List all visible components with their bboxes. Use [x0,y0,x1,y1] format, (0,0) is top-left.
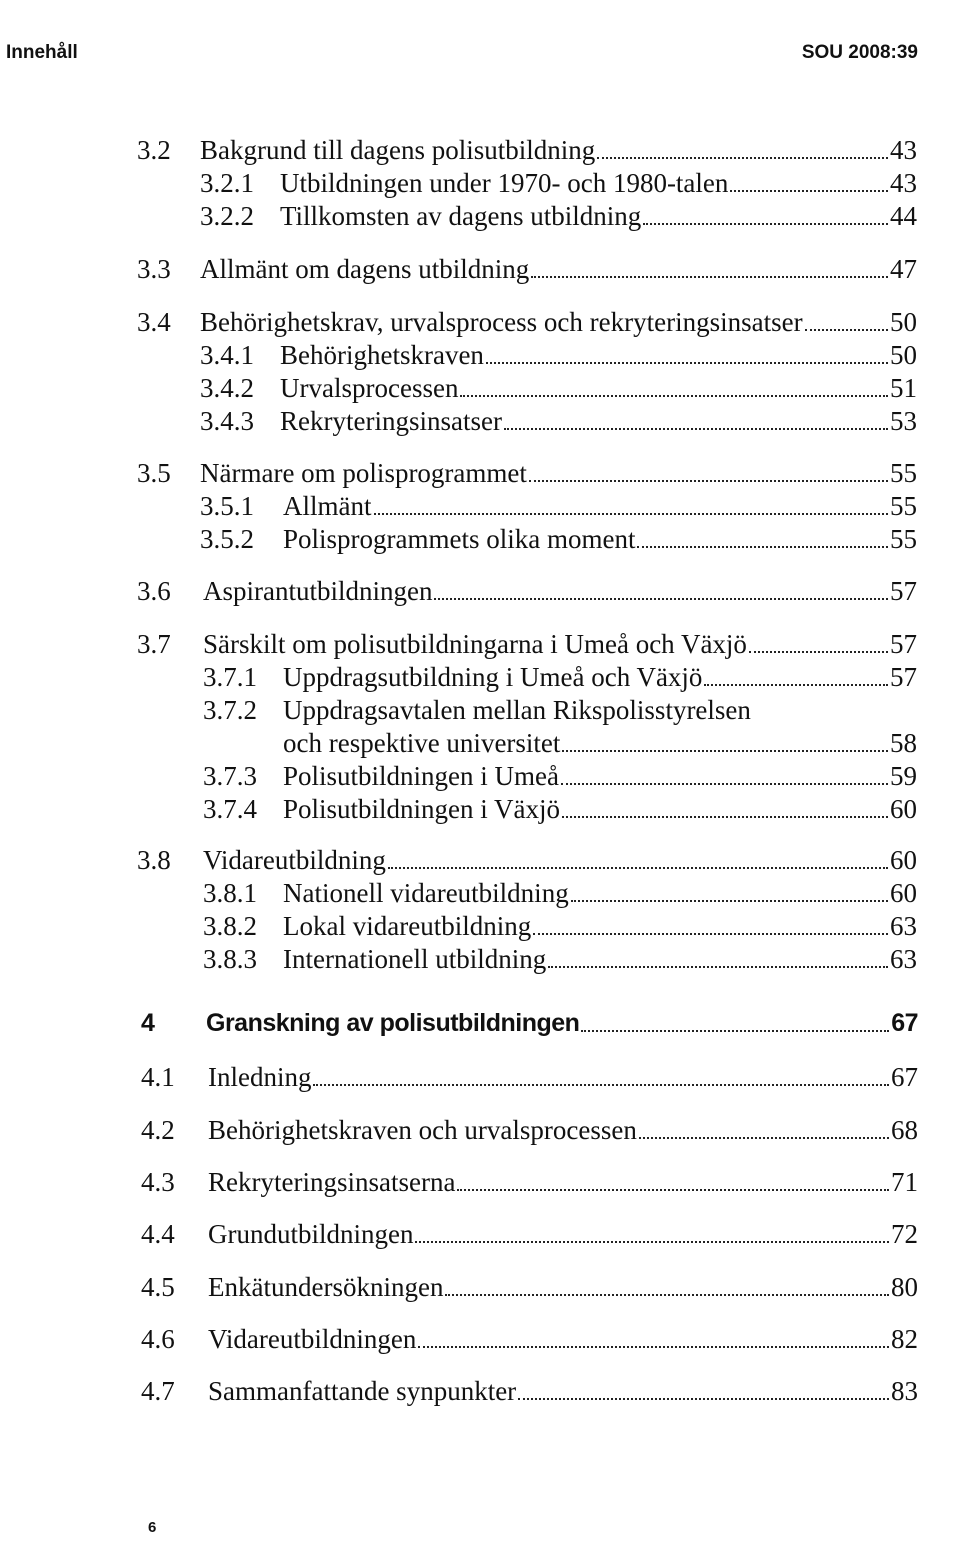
toc-entry-title: och respektive universitet [283,728,561,758]
toc-entry[interactable] [0,876,960,910]
page-number: 6 [148,1519,157,1536]
toc-leader-dots [531,266,888,278]
toc-leader-dots [571,890,888,902]
toc-entry-title: Vidareutbildning [203,845,386,875]
toc-leader-dots [561,773,888,785]
toc-leader-dots [704,674,888,686]
toc-entry-title: Behörighetskraven [280,340,484,370]
toc-entry-number: 4.5 [141,1272,175,1302]
toc-entry-title: Behörighetskraven och urvalsprocessen [208,1115,637,1145]
toc-leader-dots [529,470,888,482]
toc-entry-title: Bakgrund till dagens polisutbildning [200,135,596,165]
toc-entry-title: Rekryteringsinsatser [280,406,502,436]
toc-entry[interactable] [0,456,960,490]
toc-entry[interactable] [0,522,960,556]
toc-entry-page: 59 [890,761,917,791]
toc-entry-number: 3.5.2 [200,524,254,554]
toc-leader-dots [730,180,888,192]
toc-entry-page: 43 [890,168,917,198]
toc-entry-number: 3.7.1 [203,662,257,692]
toc-entry[interactable] [0,942,960,976]
toc-entry-page: 60 [890,845,917,875]
toc-entry-number: 3.8 [137,845,171,875]
toc-entry[interactable] [0,1374,960,1408]
toc-entry-page: 82 [891,1324,918,1354]
toc-entry-title: Uppdragsutbildning i Umeå och Växjö [283,662,703,692]
toc-entry-number: 4.3 [141,1167,175,1197]
toc-entry-number: 4.2 [141,1115,175,1145]
toc-entry-title: Vidareutbildningen [208,1324,417,1354]
toc-entry-number: 3.7.2 [203,695,257,725]
toc-leader-dots [597,147,888,159]
toc-entry-page: 71 [891,1167,918,1197]
toc-entry-number: 3.2 [137,135,171,165]
toc-entry[interactable] [0,166,960,200]
toc-entry-number: 4.1 [141,1062,175,1092]
toc-entry-page: 55 [890,458,917,488]
toc-leader-dots [460,385,888,397]
toc-entry[interactable] [0,252,960,286]
toc-entry-title: Allmänt [283,491,372,521]
toc-entry-page: 57 [890,629,917,659]
toc-entry[interactable] [0,133,960,167]
toc-leader-dots [418,1336,889,1348]
toc-entry-page: 83 [891,1376,918,1406]
toc-leader-dots [518,1388,889,1400]
toc-entry[interactable] [0,489,960,523]
toc-entry-number: 3.2.1 [200,168,254,198]
toc-entry-title: Inledning [208,1062,312,1092]
toc-entry-page: 53 [890,406,917,436]
toc-entry[interactable] [0,1322,960,1356]
toc-entry-page: 57 [890,576,917,606]
toc-entry-number: 4.6 [141,1324,175,1354]
toc-entry-title: Utbildningen under 1970- och 1980-talen [280,168,729,198]
toc-entry[interactable] [0,371,960,405]
toc-entry-number: 3.4.3 [200,406,254,436]
toc-entry-title: Aspirantutbildningen [203,576,433,606]
toc-entry-title: Internationell utbildning [283,944,547,974]
toc-leader-dots [374,503,889,515]
toc-entry[interactable] [0,627,960,661]
toc-leader-dots [805,319,888,331]
toc-entry-number: 3.7.4 [203,794,257,824]
toc-entry-title: Behörighetskrav, urvalsprocess och rekryteringsinsatser [200,307,803,337]
toc-entry-number: 3.4 [137,307,171,337]
toc-entry-page: 67 [891,1062,918,1092]
toc-entry-page: 55 [890,491,917,521]
toc-entry-title: Polisutbildningen i Växjö [283,794,561,824]
toc-chapter-number: 4 [141,1009,155,1037]
toc-entry-number: 3.8.1 [203,878,257,908]
toc-entry[interactable] [0,199,960,233]
toc-chapter-title: Granskning av polisutbildningen [206,1009,580,1037]
toc-entry-title: Sammanfattande synpunkter [208,1376,517,1406]
toc-entry[interactable] [0,404,960,438]
toc-leader-dots [415,1231,889,1243]
toc-entry[interactable] [0,693,960,727]
toc-entry[interactable] [0,338,960,372]
toc-entry-title: Urvalsprocessen [280,373,459,403]
toc-leader-dots [313,1074,889,1086]
toc-leader-dots [562,806,888,818]
header-report-id: SOU 2008:39 [801,42,918,63]
toc-entry-number: 3.3 [137,254,171,284]
toc-entry-number: 4.4 [141,1219,175,1249]
header-section-title: Innehåll [6,42,78,63]
toc-entry[interactable] [0,843,960,877]
toc-entry-page: 60 [890,794,917,824]
toc-entry-title: Polisprogrammets olika moment [283,524,636,554]
toc-entry-title: Nationell vidareutbildning [283,878,569,908]
toc-entry-number: 3.8.2 [203,911,257,941]
toc-entry-page: 63 [890,944,917,974]
toc-entry[interactable] [0,305,960,339]
toc-entry-page: 72 [891,1219,918,1249]
toc-entry-title: Närmare om polisprogrammet [200,458,527,488]
toc-entry-title: Polisutbildningen i Umeå [283,761,559,791]
toc-entry-number: 3.7.3 [203,761,257,791]
toc-entry[interactable] [0,792,960,826]
toc-entry-page: 44 [890,201,917,231]
toc-entry-page: 55 [890,524,917,554]
toc-entry-title: Grundutbildningen [208,1219,414,1249]
toc-entry-page: 43 [890,135,917,165]
toc-entry-page: 51 [890,373,917,403]
toc-entry[interactable] [0,1217,960,1251]
toc-leader-dots [749,641,888,653]
toc-entry-number: 3.4.2 [200,373,254,403]
toc-chapter-page: 67 [891,1009,918,1037]
toc-leader-dots [533,923,888,935]
toc-entry-page: 68 [891,1115,918,1145]
toc-entry-page: 60 [890,878,917,908]
toc-entry-title: Enkätundersökningen [208,1272,444,1302]
toc-entry-continuation[interactable] [0,726,960,760]
toc-leader-dots [643,213,888,225]
toc-entry-number: 3.5 [137,458,171,488]
toc-entry[interactable] [0,1060,960,1094]
toc-entry[interactable] [0,909,960,943]
toc-entry-number: 3.8.3 [203,944,257,974]
toc-entry[interactable] [0,660,960,694]
toc-chapter-entry[interactable] [0,1006,960,1040]
toc-entry-number: 3.5.1 [200,491,254,521]
toc-leader-dots [504,418,888,430]
toc-entry-number: 3.6 [137,576,171,606]
toc-entry[interactable] [0,1270,960,1304]
toc-leader-dots [434,588,888,600]
toc-entry[interactable] [0,759,960,793]
toc-entry-page: 58 [890,728,917,758]
toc-leader-dots [639,1127,889,1139]
toc-entry[interactable] [0,1165,960,1199]
toc-leader-dots [548,956,888,968]
toc-entry-page: 57 [890,662,917,692]
toc-entry-page: 63 [890,911,917,941]
toc-entry-title: Rekryteringsinsatserna [208,1167,456,1197]
toc-leader-dots [457,1179,889,1191]
toc-entry-title: Lokal vidareutbildning [283,911,532,941]
toc-entry-title: Tillkomsten av dagens utbildning [280,201,642,231]
toc-entry-page: 50 [890,340,917,370]
toc-entry-number: 4.7 [141,1376,175,1406]
toc-entry-title: Särskilt om polisutbildningarna i Umeå och Växjö [203,629,747,659]
toc-entry-number: 3.2.2 [200,201,254,231]
toc-entry[interactable] [0,574,960,608]
toc-entry-page: 47 [890,254,917,284]
toc-leader-dots [388,857,888,869]
toc-leader-dots [562,740,888,752]
toc-leader-dots [486,352,888,364]
toc-entry-title: Allmänt om dagens utbildning [200,254,530,284]
toc-entry-page: 50 [890,307,917,337]
toc-entry-number: 3.4.1 [200,340,254,370]
toc-entry-title: Uppdragsavtalen mellan Rikspolisstyrelsen [283,695,751,725]
toc-leader-dots [445,1284,889,1296]
toc-entry-page: 80 [891,1272,918,1302]
toc-leader-dots [581,1020,889,1032]
toc-entry-number: 3.7 [137,629,171,659]
toc-leader-dots [637,536,888,548]
toc-entry[interactable] [0,1113,960,1147]
